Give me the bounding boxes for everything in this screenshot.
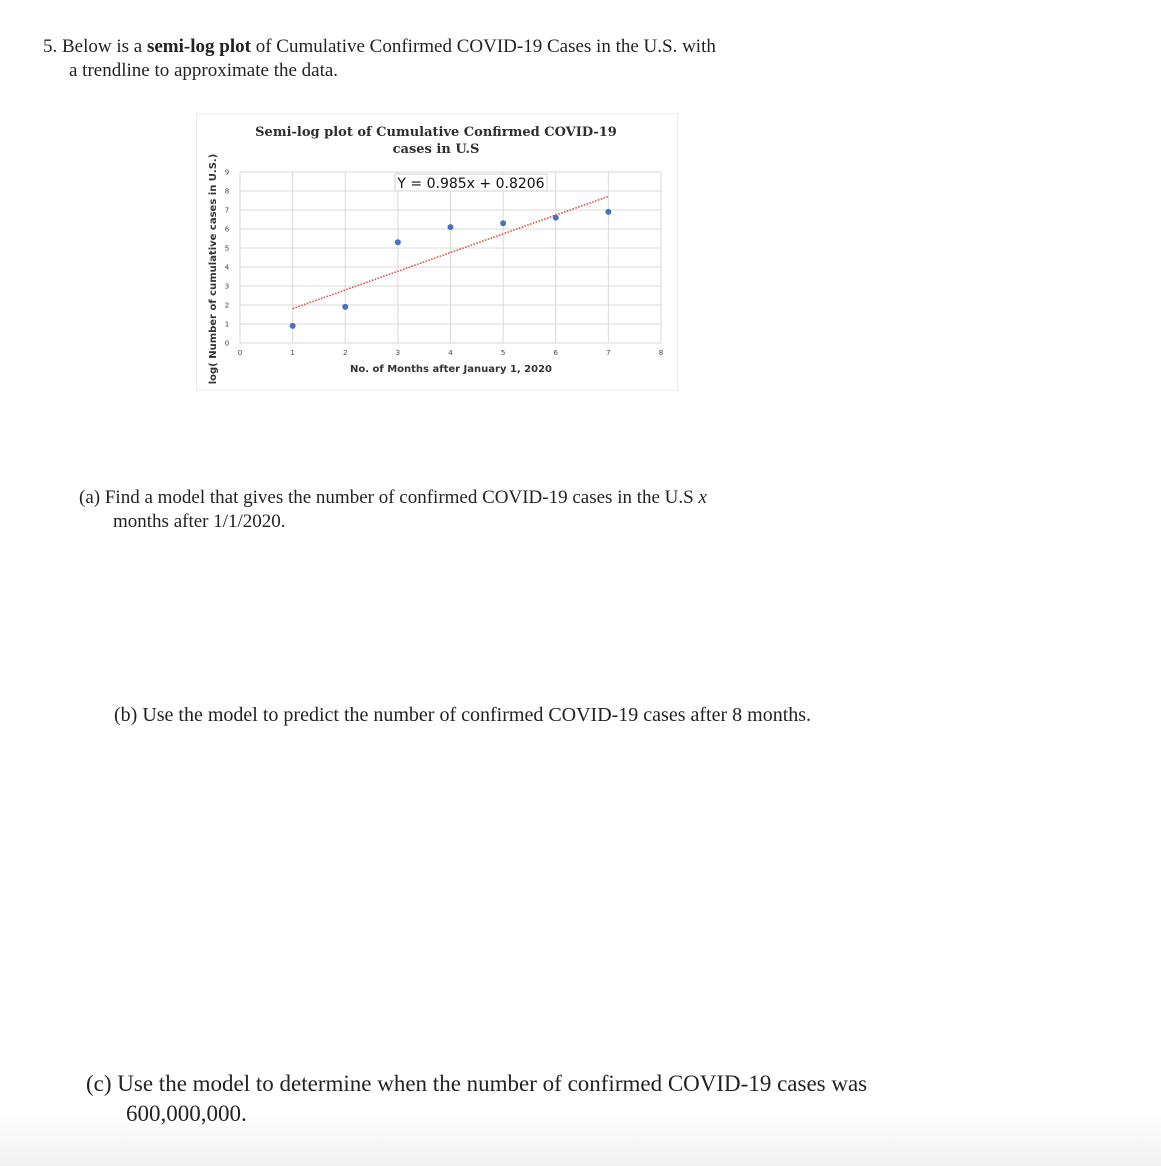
problem-number: 5. [43, 36, 58, 57]
part-c-text: Use the model to determine when the number of confirmed COVID-19 cases was [117, 1071, 868, 1096]
x-tick-label: 8 [658, 349, 664, 357]
part-c [86, 1069, 1046, 1129]
chart-tick-labels [225, 169, 663, 358]
x-tick-label: 2 [343, 349, 348, 357]
y-tick-label: 0 [224, 339, 230, 348]
data-point [395, 239, 401, 245]
trendline-equation: Y = 0.985x + 0.8206 [397, 176, 545, 192]
part-a-variable: x [698, 487, 707, 508]
y-tick-label: 8 [224, 187, 230, 196]
semi-log-chart [196, 113, 678, 391]
data-point [290, 323, 296, 329]
chart-canvas [197, 114, 677, 390]
intro-bold-term: semi-log plot [146, 36, 251, 57]
chart-title-line-2: cases in U.S [392, 142, 480, 157]
x-tick-label: 5 [500, 349, 506, 357]
part-a-text-cont: months after 1/1/2020. [113, 511, 286, 532]
y-axis-label: log( Number of cumulative cases in U.S.) [208, 153, 219, 385]
problem-statement [43, 35, 843, 83]
y-tick-label: 6 [224, 225, 230, 234]
x-tick-label: 1 [290, 349, 295, 357]
part-a-label: (a) [79, 487, 101, 508]
intro-text-start: Below is a [62, 36, 147, 57]
chart-gridlines [240, 172, 661, 343]
data-point [553, 215, 559, 221]
data-point [342, 304, 348, 310]
y-tick-label: 4 [224, 263, 230, 272]
part-c-label: (c) [86, 1071, 112, 1096]
intro-text-end: of Cumulative Confirmed COVID-19 Cases in the U.S. with [250, 36, 716, 57]
y-tick-label: 1 [224, 320, 230, 329]
intro-line-2: a trendline to approximate the data. [69, 60, 339, 81]
data-point [500, 220, 506, 226]
x-tick-label: 7 [606, 349, 611, 357]
data-point [605, 209, 611, 215]
y-tick-label: 2 [224, 301, 230, 310]
part-b [114, 702, 1014, 728]
y-tick-label: 7 [224, 206, 230, 215]
part-c-text-cont: 600,000,000. [126, 1101, 247, 1126]
part-a [79, 486, 839, 534]
data-point [448, 224, 454, 230]
x-tick-label: 6 [553, 349, 558, 357]
y-tick-label: 5 [224, 244, 230, 253]
x-tick-label: 0 [237, 349, 243, 357]
part-b-label: (b) [114, 704, 138, 726]
x-tick-label: 4 [448, 349, 453, 357]
x-tick-label: 3 [395, 349, 401, 357]
y-tick-label: 9 [224, 168, 230, 177]
chart-title-line-1: Semi-log plot of Cumulative Confirmed COVID-19 [255, 125, 617, 140]
part-a-text: Find a model that gives the number of confirmed COVID-19 cases in the U.S [104, 487, 699, 508]
y-tick-label: 3 [224, 282, 230, 291]
part-b-text: Use the model to predict the number of confirmed COVID-19 cases after 8 months. [142, 704, 812, 726]
x-axis-label: No. of Months after January 1, 2020 [349, 364, 553, 375]
